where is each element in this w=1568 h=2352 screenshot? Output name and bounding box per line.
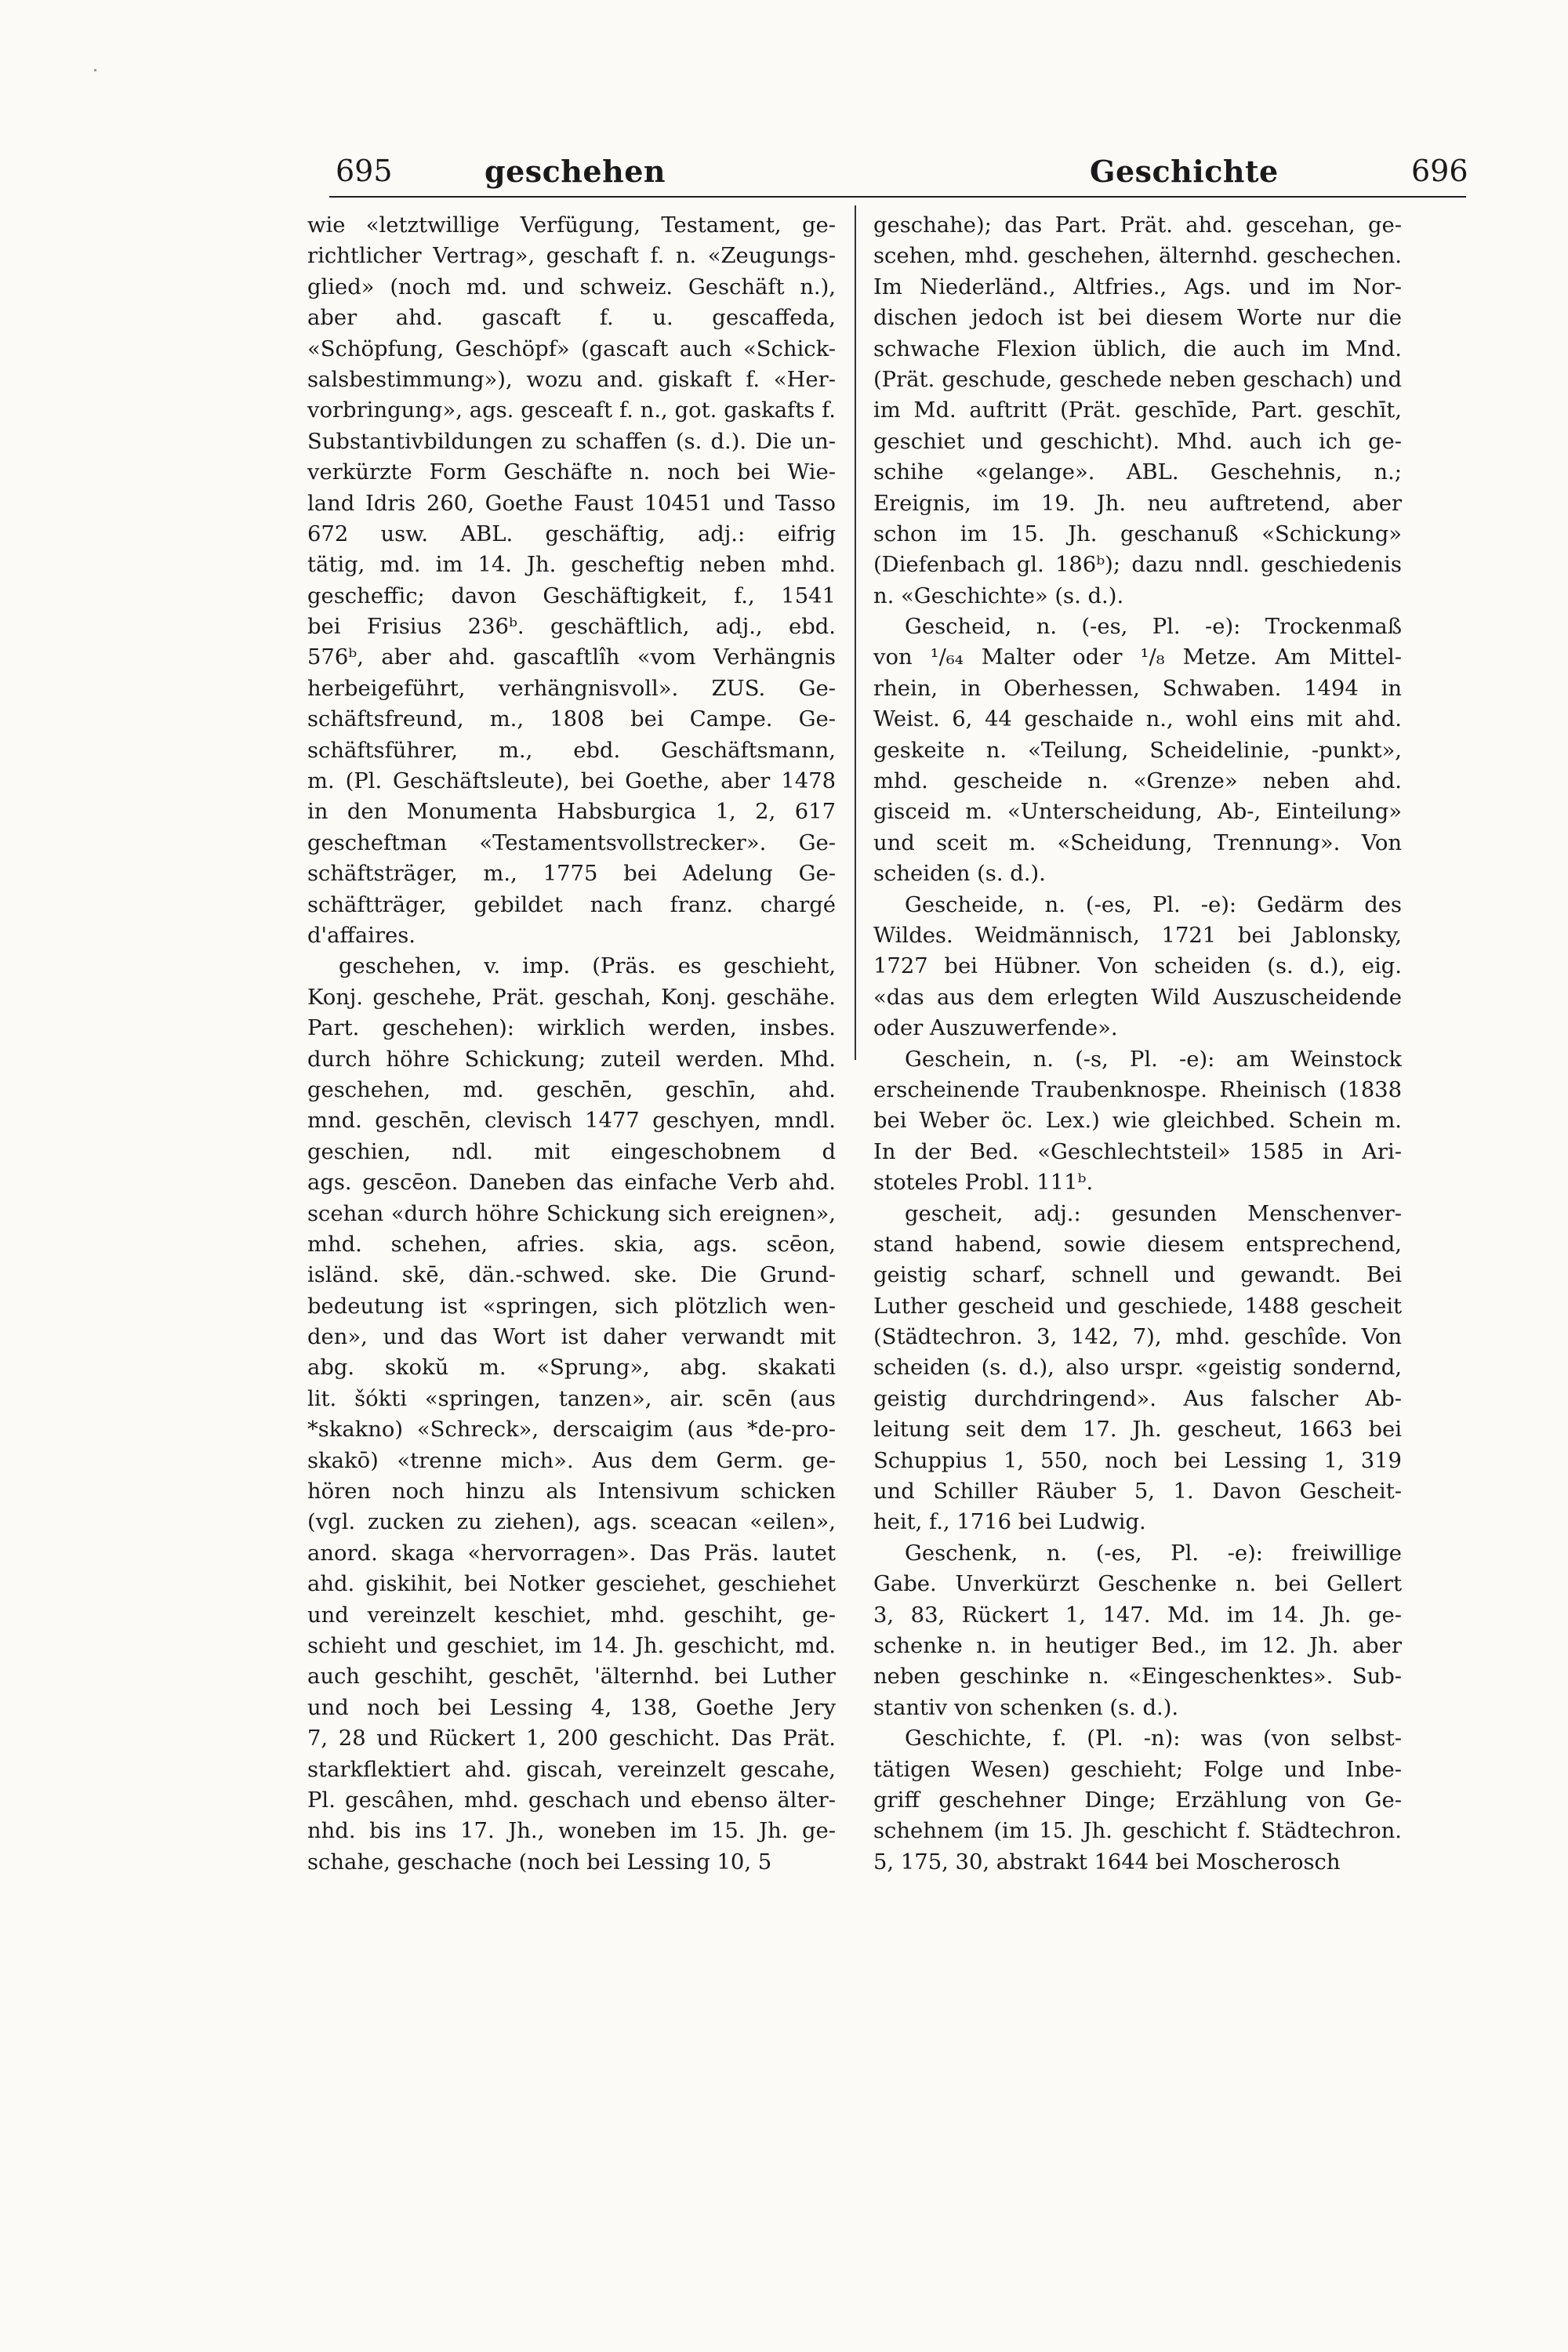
text-line: «das aus dem erlegten Wild Auszuscheidende <box>873 985 1402 1010</box>
text-line: (Diefenbach gl. 186ᵇ); dazu nndl. geschiedenis <box>873 553 1402 578</box>
text-line: isländ. skē, dän.-schwed. ske. Die Grund- <box>307 1263 836 1288</box>
text-line: 5, 175, 30, abstrakt 1644 bei Moscherosch <box>873 1849 1341 1875</box>
text-line: hören noch hinzu als Intensivum schicken <box>307 1479 836 1504</box>
text-line: Pl. gescâhen, mhd. geschach und ebenso älter- <box>307 1788 836 1813</box>
text-line: neben geschinke n. «Eingeschenktes». Sub- <box>873 1664 1402 1690</box>
text-line: vorbringung», ags. gesceaft f. n., got. gaskafts f. <box>307 398 836 423</box>
text-line: geskeite n. «Teilung, Scheidelinie, -punkt», <box>873 738 1402 763</box>
text-line: stand habend, sowie diesem entsprechend, <box>873 1232 1402 1257</box>
text-line: scehen, mhd. geschehen, älternhd. geschechen. <box>873 244 1402 269</box>
text-line: bedeutung ist «springen, sich plötzlich wen- <box>307 1294 836 1319</box>
text-line: geschehen, v. imp. (Präs. es geschieht, <box>339 954 836 979</box>
text-line: tätigen Wesen) geschieht; Folge und Inbe- <box>873 1757 1402 1782</box>
text-line: (Prät. geschude, geschede neben geschach) und <box>873 367 1402 392</box>
text-line: schehnem (im 15. Jh. geschicht f. Städtechron. <box>873 1819 1402 1844</box>
text-line: scehan «durch höhre Schickung sich ereignen», <box>307 1201 836 1226</box>
text-line: anord. skaga «hervorragen». Das Präs. lautet <box>307 1541 836 1566</box>
text-line: (Städtechron. 3, 142, 7), mhd. geschîde. Von <box>873 1325 1402 1350</box>
text-line: glied» (noch md. und schweiz. Geschäft n.), <box>307 274 836 299</box>
text-line: schahe, geschache (noch bei Lessing 10, 5 <box>307 1849 772 1875</box>
text-line: auch geschiht, geschēt, 'älternhd. bei Luther <box>307 1664 836 1690</box>
text-line: geschehen, md. geschēn, geschīn, ahd. <box>307 1077 836 1102</box>
text-line: ags. gescēon. Daneben das einfache Verb ahd. <box>307 1171 836 1196</box>
text-line: verkürzte Form Geschäfte n. noch bei Wie- <box>307 460 836 485</box>
text-line: ahd. giskihit, bei Notker gesciehet, geschiehet <box>307 1572 836 1597</box>
page-header <box>0 0 1568 204</box>
text-line: gescheffic; davon Geschäftigkeit, f., 1541 <box>307 583 836 608</box>
text-line: stantiv von schenken (s. d.). <box>873 1695 1179 1720</box>
text-line: im Md. auftritt (Prät. geschīde, Part. geschīt, <box>873 398 1402 423</box>
text-line: aber ahd. gascaft f. u. gescaffeda, <box>307 306 836 331</box>
text-line: gescheftman «Testamentsvollstrecker». Ge- <box>307 830 836 855</box>
text-line: schäftsführer, m., ebd. Geschäftsmann, <box>307 738 836 763</box>
text-line: erscheinende Traubenknospe. Rheinisch (1838 <box>873 1077 1402 1102</box>
text-line: rhein, in Oberhessen, Schwaben. 1494 in <box>873 676 1402 701</box>
text-line: lit. šókti «springen, tanzen», air. scēn (aus <box>307 1386 836 1411</box>
text-line: Gescheide, n. (-es, Pl. -e): Gedärm des <box>905 892 1402 917</box>
text-line: geschiet und geschicht). Mhd. auch ich ge- <box>873 429 1402 454</box>
text-line: gescheit, adj.: gesunden Menschenver- <box>905 1201 1402 1226</box>
header-rule <box>329 196 1466 198</box>
text-line: schieht und geschiet, im 14. Jh. geschicht, md. <box>307 1633 836 1658</box>
text-line: Geschichte, f. (Pl. -n): was (von selbst- <box>905 1726 1402 1751</box>
text-line: abg. skokŭ m. «Sprung», abg. skakati <box>307 1356 836 1381</box>
text-line: schenke n. in heutiger Bed., im 12. Jh. aber <box>873 1633 1402 1658</box>
text-line: mnd. geschēn, clevisch 1477 geschyen, mndl. <box>307 1109 836 1134</box>
text-line: stoteles Probl. 111ᵇ. <box>873 1171 1094 1196</box>
text-line: 576ᵇ, aber ahd. gascaftlîh «vom Verhängnis <box>307 645 836 670</box>
text-line: schon im 15. Jh. geschanuß «Schickung» <box>873 521 1402 546</box>
text-line: geistig scharf, schnell und gewandt. Bei <box>873 1263 1402 1288</box>
text-line: heit, f., 1716 bei Ludwig. <box>873 1510 1146 1535</box>
left-page-number: 695 <box>336 154 393 188</box>
text-line: *skakno) «Schreck», derscaigim (aus *de-pro- <box>307 1417 836 1443</box>
text-line: scheiden (s. d.), also urspr. «geistig sondernd, <box>873 1356 1402 1381</box>
text-line: 7, 28 und Rückert 1, 200 geschicht. Das Prät. <box>307 1726 836 1751</box>
text-line: 3, 83, Rückert 1, 147. Md. im 14. Jh. ge- <box>873 1602 1402 1628</box>
text-line: und noch bei Lessing 4, 138, Goethe Jery <box>307 1695 836 1720</box>
text-line: schäftsfreund, m., 1808 bei Campe. Ge- <box>307 707 836 732</box>
text-line: Konj. geschehe, Prät. geschah, Konj. geschähe. <box>307 985 836 1010</box>
text-line: schäftsträger, m., 1775 bei Adelung Ge- <box>307 862 836 887</box>
text-line: schäftträger, gebildet nach franz. chargé <box>307 892 836 917</box>
text-line: von ¹/₆₄ Malter oder ¹/₈ Metze. Am Mittel- <box>873 645 1402 670</box>
text-line: Wildes. Weidmännisch, 1721 bei Jablonsky, <box>873 923 1402 948</box>
text-line: In der Bed. «Geschlechtsteil» 1585 in Ari- <box>873 1139 1402 1164</box>
text-line: n. «Geschichte» (s. d.). <box>873 583 1124 608</box>
text-line: Ereignis, im 19. Jh. neu auftretend, aber <box>873 491 1402 516</box>
text-line: (vgl. zucken zu ziehen), ags. sceacan «eilen», <box>307 1510 836 1535</box>
text-line: und Schiller Räuber 5, 1. Davon Gescheit- <box>873 1479 1402 1504</box>
text-line: Substantivbildungen zu schaffen (s. d.). Die un- <box>307 429 836 454</box>
text-line: griff geschehner Dinge; Erzählung von Ge- <box>873 1788 1402 1813</box>
text-line: in den Monumenta Habsburgica 1, 2, 617 <box>307 800 836 825</box>
text-line: starkflektiert ahd. giscah, vereinzelt gescahe, <box>307 1757 836 1782</box>
text-line: wie «letztwillige Verfügung, Testament, ge- <box>307 213 836 238</box>
text-line: tätig, md. im 14. Jh. gescheftig neben mhd. <box>307 553 836 578</box>
text-line: geschahe); das Part. Prät. ahd. gescehan, ge- <box>873 213 1402 238</box>
text-line: und vereinzelt keschiet, mhd. geschiht, ge- <box>307 1602 836 1628</box>
text-line: Geschenk, n. (-es, Pl. -e): freiwillige <box>905 1541 1402 1566</box>
text-line: m. (Pl. Geschäftsleute), bei Goethe, aber 1478 <box>307 769 836 794</box>
text-line: gisceid m. «Unterscheidung, Ab-, Einteilung» <box>873 800 1402 825</box>
left-catchword: geschehen <box>485 154 666 189</box>
text-line: herbeigeführt, verhängnisvoll». ZUS. Ge- <box>307 676 836 701</box>
right-page-number: 696 <box>1411 154 1468 188</box>
text-line: schihe «gelange». ABL. Geschehnis, n.; <box>873 460 1402 485</box>
text-line: geistig durchdringend». Aus falscher Ab- <box>873 1386 1402 1411</box>
text-line: 672 usw. ABL. geschäftig, adj.: eifrig <box>307 521 836 546</box>
text-line: scheiden (s. d.). <box>873 862 1046 887</box>
text-line: Gabe. Unverkürzt Geschenke n. bei Gellert <box>873 1572 1402 1597</box>
text-line: Geschein, n. (-s, Pl. -e): am Weinstock <box>905 1047 1402 1072</box>
text-line: nhd. bis ins 17. Jh., woneben im 15. Jh. ge- <box>307 1819 836 1844</box>
text-line: und sceit m. «Scheidung, Trennung». Von <box>873 830 1402 855</box>
text-line: salsbestimmung»), wozu and. giskaft f. «Her- <box>307 367 836 392</box>
text-line: geschien, ndl. mit eingeschobnem d <box>307 1139 836 1164</box>
text-line: Im Niederländ., Altfries., Ags. und im Nor- <box>873 274 1402 299</box>
text-line: bei Frisius 236ᵇ. geschäftlich, adj., ebd. <box>307 615 836 640</box>
text-line: Luther gescheid und geschiede, 1488 gescheit <box>873 1294 1402 1319</box>
text-line: oder Auszuwerfende». <box>873 1016 1118 1041</box>
text-line: d'affaires. <box>307 923 416 948</box>
text-line: durch höhre Schickung; zuteil werden. Mhd. <box>307 1047 836 1072</box>
text-line: «Schöpfung, Geschöpf» (gascaft auch «Schick- <box>307 336 836 361</box>
right-column <box>873 210 1402 1878</box>
left-column <box>307 210 836 1878</box>
right-catchword: Geschichte <box>1090 154 1279 189</box>
text-line: leitung seit dem 17. Jh. gescheut, 1663 bei <box>873 1417 1402 1443</box>
text-line: Gescheid, n. (-es, Pl. -e): Trockenmaß <box>905 615 1402 640</box>
text-line: skakō) «trenne mich». Aus dem Germ. ge- <box>307 1448 836 1473</box>
text-line: mhd. gescheide n. «Grenze» neben ahd. <box>873 769 1402 794</box>
text-line: den», und das Wort ist daher verwandt mit <box>307 1325 836 1350</box>
text-line: land Idris 260, Goethe Faust 10451 und Tasso <box>307 491 836 516</box>
text-line: 1727 bei Hübner. Von scheiden (s. d.), eig. <box>873 954 1402 979</box>
text-line: mhd. schehen, afries. skia, ags. scēon, <box>307 1232 836 1257</box>
text-line: dischen jedoch ist bei diesem Worte nur die <box>873 306 1402 331</box>
text-line: schwache Flexion üblich, die auch im Mnd. <box>873 336 1402 361</box>
text-line: bei Weber öc. Lex.) wie gleichbed. Schein m. <box>873 1109 1402 1134</box>
text-line: Schuppius 1, 550, noch bei Lessing 1, 319 <box>873 1448 1402 1473</box>
text-line: Part. geschehen): wirklich werden, insbes. <box>307 1016 836 1041</box>
column-divider <box>855 205 856 1060</box>
text-line: Weist. 6, 44 geschaide n., wohl eins mit ahd. <box>873 707 1402 732</box>
text-line: richtlicher Vertrag», geschaft f. n. «Zeugungs- <box>307 244 836 269</box>
